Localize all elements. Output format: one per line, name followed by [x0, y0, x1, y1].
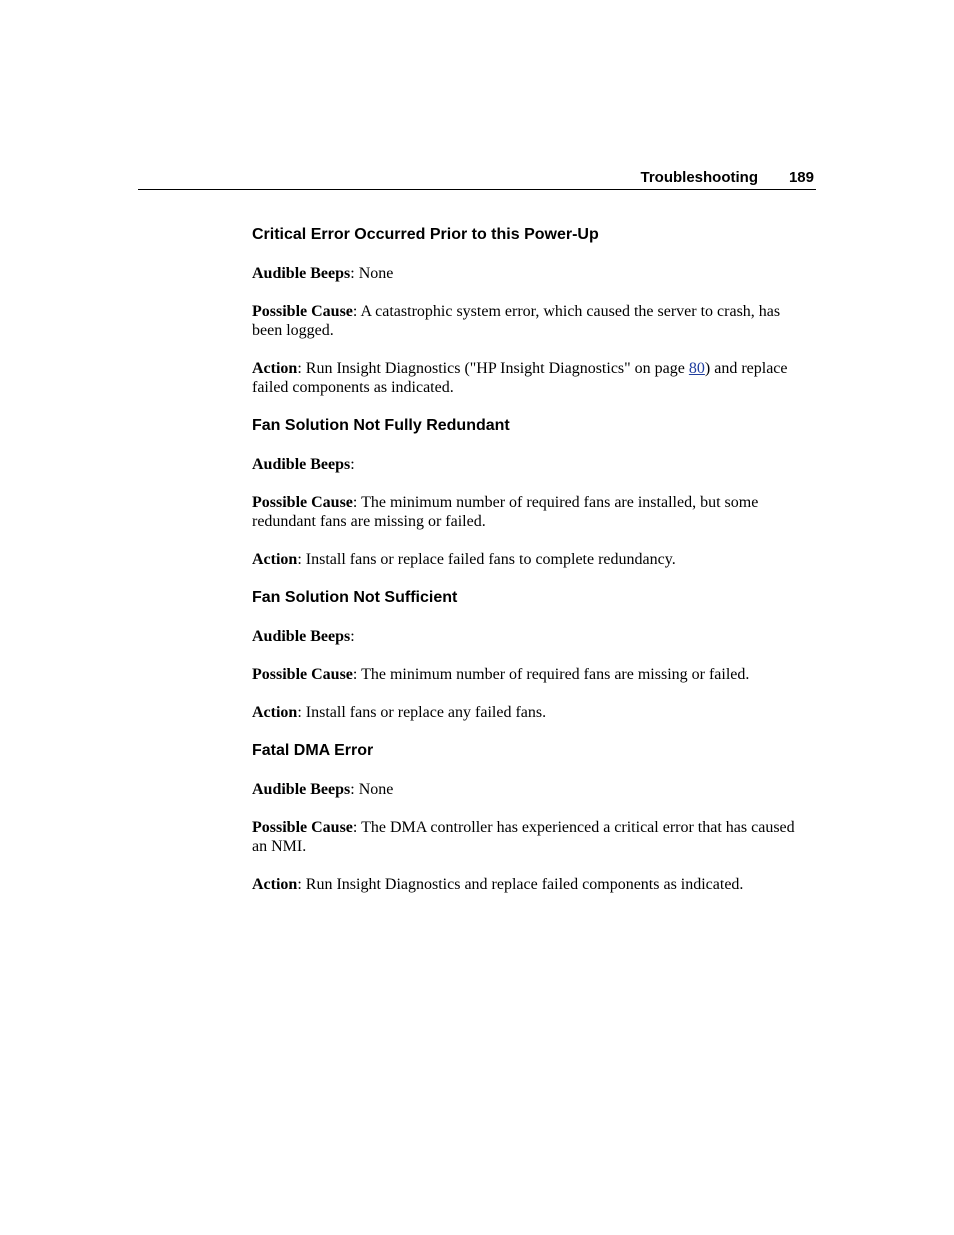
action-label: Action [252, 704, 298, 721]
topic-title: Fan Solution Not Sufficient [252, 589, 458, 606]
possible-cause-text: : The minimum number of required fans are missing or failed. [352, 666, 750, 683]
audible-beeps-label: Audible Beeps [252, 781, 351, 798]
running-header [138, 168, 816, 190]
audible-beeps-label: Audible Beeps [252, 628, 351, 645]
topic-fan-not-sufficient [252, 588, 812, 722]
audible-beeps-value: : None [350, 265, 394, 282]
topic-fan-not-fully-redundant [252, 416, 812, 569]
topic-fatal-dma-error [252, 741, 812, 894]
audible-beeps-paragraph [252, 780, 812, 799]
action-paragraph [252, 875, 812, 894]
topic-title: Fan Solution Not Fully Redundant [252, 417, 510, 434]
action-label: Action [252, 876, 298, 893]
possible-cause-paragraph [252, 665, 812, 684]
possible-cause-text: : A catastrophic system error, which caused the server to crash, has been logged. [252, 303, 781, 339]
audible-beeps-label: Audible Beeps [252, 265, 351, 282]
action-text-post: ) and replace failed components as indicated. [252, 360, 788, 396]
audible-beeps-paragraph [252, 627, 812, 646]
action-text: : Run Insight Diagnostics and replace failed components as indicated. [297, 876, 744, 893]
action-label: Action [252, 360, 298, 377]
audible-beeps-value: : [350, 628, 355, 645]
possible-cause-paragraph [252, 493, 812, 531]
possible-cause-paragraph [252, 818, 812, 856]
page-number: 189 [788, 169, 814, 186]
possible-cause-label: Possible Cause [252, 303, 353, 320]
audible-beeps-value: : [350, 456, 355, 473]
possible-cause-text: : The minimum number of required fans are installed, but some redundant fans are missing or failed. [252, 494, 759, 530]
main-content [252, 225, 812, 913]
action-paragraph [252, 550, 812, 569]
header-section-title: Troubleshooting [640, 169, 758, 186]
audible-beeps-paragraph [252, 264, 812, 283]
action-paragraph [252, 359, 812, 397]
page-reference-link[interactable]: 80 [688, 360, 705, 377]
possible-cause-text: : The DMA controller has experienced a critical error that has caused an NMI. [252, 819, 795, 855]
action-text: : Install fans or replace failed fans to complete redundancy. [297, 551, 676, 568]
possible-cause-paragraph [252, 302, 812, 340]
topic-title: Fatal DMA Error [252, 742, 374, 759]
action-label: Action [252, 551, 298, 568]
action-text-pre: : Run Insight Diagnostics ("HP Insight Diagnostics" on page [297, 360, 689, 377]
audible-beeps-label: Audible Beeps [252, 456, 351, 473]
possible-cause-label: Possible Cause [252, 666, 353, 683]
topic-critical-error [252, 225, 812, 397]
action-text: : Install fans or replace any failed fans. [297, 704, 547, 721]
audible-beeps-value: : None [350, 781, 394, 798]
audible-beeps-paragraph [252, 455, 812, 474]
possible-cause-label: Possible Cause [252, 494, 353, 511]
action-paragraph [252, 703, 812, 722]
topic-title: Critical Error Occurred Prior to this Power-Up [252, 226, 599, 243]
possible-cause-label: Possible Cause [252, 819, 353, 836]
